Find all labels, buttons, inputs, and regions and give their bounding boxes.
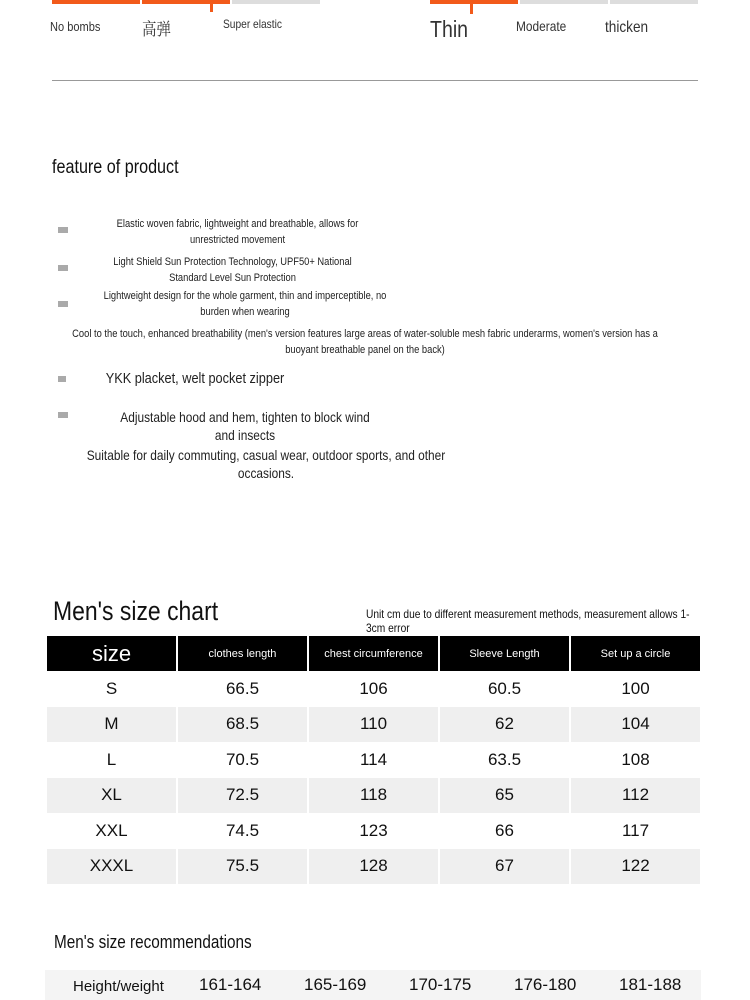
table-cell: 74.5 — [225, 820, 260, 840]
table-cell: 108 — [621, 749, 650, 769]
feature-item: Elastic woven fabric, lightweight and breathable, allows for unrestricted movement — [116, 218, 359, 246]
table-cell: S — [105, 678, 118, 698]
table-row — [47, 813, 700, 849]
table-cell: 66 — [495, 820, 514, 840]
recommendations-title: Men's size recommendations — [54, 932, 252, 952]
table-cell: 117 — [621, 820, 650, 840]
size-chart-note: Unit cm due to different measurement methods, measurement allows 1-3cm error — [366, 607, 690, 635]
recommendations-header-cell: 181-188 — [619, 975, 682, 994]
thickness-bar — [610, 0, 698, 4]
recommendations-header-cell: Height/weight — [73, 978, 164, 995]
header-cell: size — [47, 636, 176, 671]
thickness-bar — [520, 0, 608, 4]
feature-item: Light Shield Sun Protection Technology, UPF50+ National Standard Level Sun Protection — [113, 256, 352, 284]
bullet-icon — [58, 265, 68, 271]
thickness-pointer — [470, 0, 473, 14]
bullet-icon — [58, 412, 68, 418]
table-cell: XL — [47, 778, 176, 814]
elasticity-pointer — [210, 0, 213, 12]
table-cell: 72.5 — [178, 778, 307, 814]
elasticity-bar-active — [52, 0, 140, 4]
features-title: feature of product — [52, 157, 179, 178]
table-cell: 68.5 — [178, 707, 307, 743]
table-cell: 62 — [440, 707, 569, 743]
table-row — [47, 707, 700, 743]
header-cell: Set up a circle — [571, 636, 700, 671]
header-cell: chest circumference — [309, 636, 438, 671]
table-cell: 128 — [309, 849, 438, 885]
table-row — [47, 849, 700, 885]
section-divider — [52, 80, 698, 81]
table-cell: 122 — [571, 849, 700, 885]
table-cell: 112 — [571, 778, 700, 814]
bullet-icon — [58, 301, 68, 307]
elasticity-label: 高弹 — [142, 20, 171, 39]
table-cell: XXXL — [47, 849, 176, 885]
table-cell: 66.5 — [225, 678, 260, 698]
table-row — [47, 671, 700, 707]
bullet-icon — [58, 227, 68, 233]
table-cell: 106 — [359, 678, 388, 698]
size-chart-table — [45, 636, 702, 884]
feature-item: Adjustable hood and hem, tighten to block wind and insects — [120, 409, 370, 443]
thickness-label: Thin — [430, 16, 469, 42]
table-cell: L — [106, 749, 117, 769]
bullet-icon — [58, 376, 66, 382]
table-row — [47, 778, 700, 814]
size-chart-title: Men's size chart — [53, 596, 219, 626]
header-cell: Sleeve Length — [440, 636, 569, 671]
recommendations-header-cell: 161-164 — [199, 975, 262, 994]
table-cell: XXL — [95, 820, 128, 840]
elasticity-label: No bombs — [50, 19, 101, 34]
table-cell: 67 — [440, 849, 569, 885]
elasticity-label: Super elastic — [223, 17, 282, 31]
table-cell: 65 — [440, 778, 569, 814]
table-cell: 123 — [359, 820, 388, 840]
table-row — [47, 742, 700, 778]
table-cell: 63.5 — [487, 749, 522, 769]
feature-item: Lightweight design for the whole garment, thin and imperceptible, no burden when wearing — [103, 290, 387, 318]
table-cell: 118 — [309, 778, 438, 814]
table-cell: 75.5 — [178, 849, 307, 885]
thickness-bar-active — [430, 0, 518, 4]
table-cell: 70.5 — [225, 749, 260, 769]
table-cell: 100 — [621, 678, 650, 698]
elasticity-bar — [232, 0, 320, 4]
header-cell: clothes length — [178, 636, 307, 671]
feature-item: Cool to the touch, enhanced breathability (men's version features large areas of water-soluble mesh fabric underarms, women's version has a buoyant breathable panel on the back) — [72, 328, 658, 356]
thickness-label: thicken — [605, 19, 649, 36]
recommendations-header-cell: 165-169 — [304, 975, 367, 994]
table-cell: 104 — [571, 707, 700, 743]
thickness-label: Moderate — [516, 18, 567, 34]
table-cell: 60.5 — [487, 678, 522, 698]
recommendations-header-cell: 176-180 — [514, 975, 577, 994]
table-cell: M — [47, 707, 176, 743]
table-cell: 114 — [359, 749, 388, 769]
table-cell: 110 — [309, 707, 438, 743]
features-suitable: Suitable for daily commuting, casual wear, outdoor sports, and other occasions. — [86, 447, 446, 481]
feature-item: YKK placket, welt pocket zipper — [105, 370, 285, 387]
recommendations-header-cell: 170-175 — [409, 975, 472, 994]
elasticity-bar-active — [142, 0, 230, 4]
